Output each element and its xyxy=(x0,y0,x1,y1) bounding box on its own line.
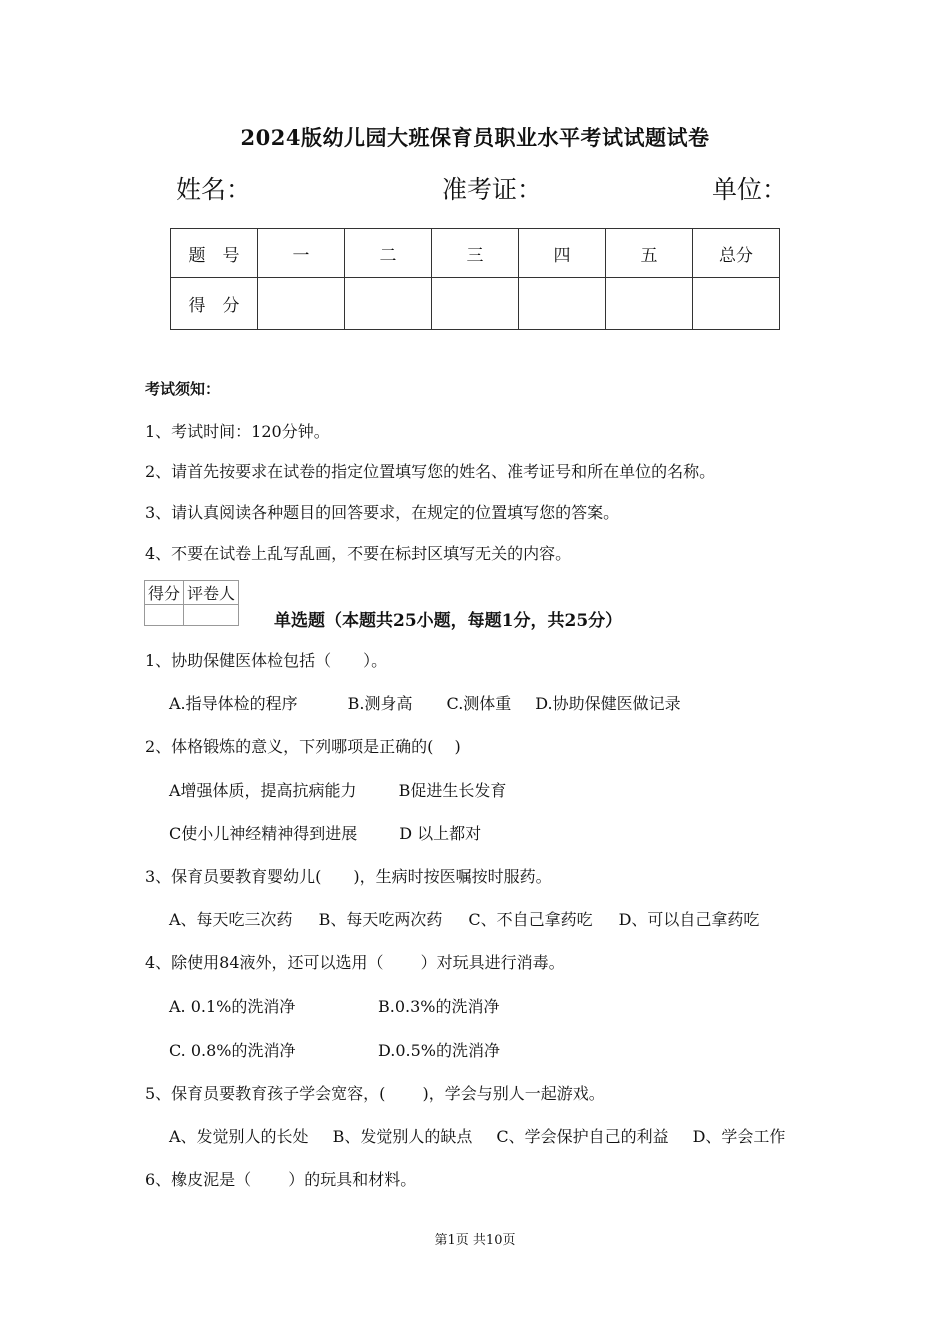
notice-item: 4、不要在试卷上乱写乱画，不要在标封区填写无关的内容。 xyxy=(145,544,572,563)
option-c[interactable]: C、不自己拿药吃 xyxy=(468,910,593,929)
option-b[interactable]: B、每天吃两次药 xyxy=(318,910,443,929)
question-1: 1、协助保健医体检包括（ ）。 xyxy=(145,651,388,670)
name-field-label: 姓名： xyxy=(176,175,252,204)
question-5: 5、保育员要教育孩子学会宽容，( )，学会与别人一起游戏。 xyxy=(145,1084,605,1103)
score-header-cell: 四 xyxy=(519,229,606,278)
question-2: 2、体格锻炼的意义，下列哪项是正确的( ) xyxy=(145,737,461,756)
option-d[interactable]: D.协助保健医做记录 xyxy=(535,694,681,713)
page-footer: 第1页 共10页 xyxy=(434,1233,516,1248)
exam-id-field-label: 准考证： xyxy=(442,175,543,204)
option-b[interactable]: B.测身高 xyxy=(347,694,413,713)
grader-score-label: 得分 xyxy=(145,581,184,605)
question-4-option-b[interactable]: B.0.3%的洗消净 xyxy=(378,997,500,1016)
option-c[interactable]: C.测体重 xyxy=(446,694,512,713)
question-2-options-row1 xyxy=(169,778,506,801)
score-header-cell: 五 xyxy=(606,229,693,278)
notice-item: 3、请认真阅读各种题目的回答要求，在规定的位置填写您的答案。 xyxy=(145,503,620,522)
question-5-options xyxy=(169,1124,785,1147)
grader-score-cell[interactable] xyxy=(145,605,184,626)
option-a[interactable]: A增强体质，提高抗病能力 xyxy=(169,781,357,800)
section-title: 单选题（本题共25小题，每题1分，共25分） xyxy=(274,611,623,631)
page-title: 2024版幼儿园大班保育员职业水平考试试题试卷 xyxy=(240,125,710,150)
option-a[interactable]: A.指导体检的程序 xyxy=(169,694,298,713)
option-c[interactable]: C使小儿神经精神得到进展 xyxy=(169,824,358,843)
question-2-options-row2 xyxy=(169,821,481,844)
score-cell[interactable] xyxy=(693,278,780,330)
score-header-cell: 一 xyxy=(258,229,345,278)
score-table xyxy=(170,228,780,330)
score-header-cell: 总分 xyxy=(693,229,780,278)
score-header-cell: 三 xyxy=(432,229,519,278)
score-row-label: 得 分 xyxy=(171,278,258,330)
question-1-options xyxy=(169,691,681,714)
option-d[interactable]: D 以上都对 xyxy=(399,824,482,843)
question-4-option-d[interactable]: D.0.5%的洗消净 xyxy=(378,1041,500,1060)
option-b[interactable]: B、发觉别人的缺点 xyxy=(332,1127,473,1146)
question-3: 3、保育员要教育婴幼儿( )，生病时按医嘱按时服药。 xyxy=(145,867,552,886)
option-d[interactable]: D、学会工作 xyxy=(692,1127,786,1146)
score-cell[interactable] xyxy=(519,278,606,330)
score-cell[interactable] xyxy=(606,278,693,330)
notice-item: 1、考试时间：120分钟。 xyxy=(145,422,330,441)
question-4-option-a[interactable]: A. 0.1%的洗消净 xyxy=(169,997,296,1016)
question-4: 4、除使用84液外，还可以选用（ ）对玩具进行消毒。 xyxy=(145,953,565,972)
score-table-header-row xyxy=(171,229,780,278)
score-cell[interactable] xyxy=(345,278,432,330)
score-header-cell: 二 xyxy=(345,229,432,278)
score-header-cell: 题 号 xyxy=(171,229,258,278)
score-cell[interactable] xyxy=(258,278,345,330)
option-c[interactable]: C、学会保护自己的利益 xyxy=(496,1127,669,1146)
score-cell[interactable] xyxy=(432,278,519,330)
question-3-options xyxy=(169,907,759,930)
grader-name-cell[interactable] xyxy=(184,605,239,626)
question-6: 6、橡皮泥是（ ）的玩具和材料。 xyxy=(145,1170,417,1189)
option-b[interactable]: B促进生长发育 xyxy=(398,781,507,800)
option-a[interactable]: A、发觉别人的长处 xyxy=(169,1127,309,1146)
grader-name-label: 评卷人 xyxy=(184,581,239,605)
option-a[interactable]: A、每天吃三次药 xyxy=(169,910,293,929)
question-4-option-c[interactable]: C. 0.8%的洗消净 xyxy=(169,1041,296,1060)
notice-heading: 考试须知： xyxy=(145,380,221,398)
grader-box xyxy=(144,580,239,626)
unit-field-label: 单位： xyxy=(712,175,788,204)
notice-item: 2、请首先按要求在试卷的指定位置填写您的姓名、准考证号和所在单位的名称。 xyxy=(145,462,716,481)
option-d[interactable]: D、可以自己拿药吃 xyxy=(618,910,760,929)
score-table-score-row xyxy=(171,278,780,330)
